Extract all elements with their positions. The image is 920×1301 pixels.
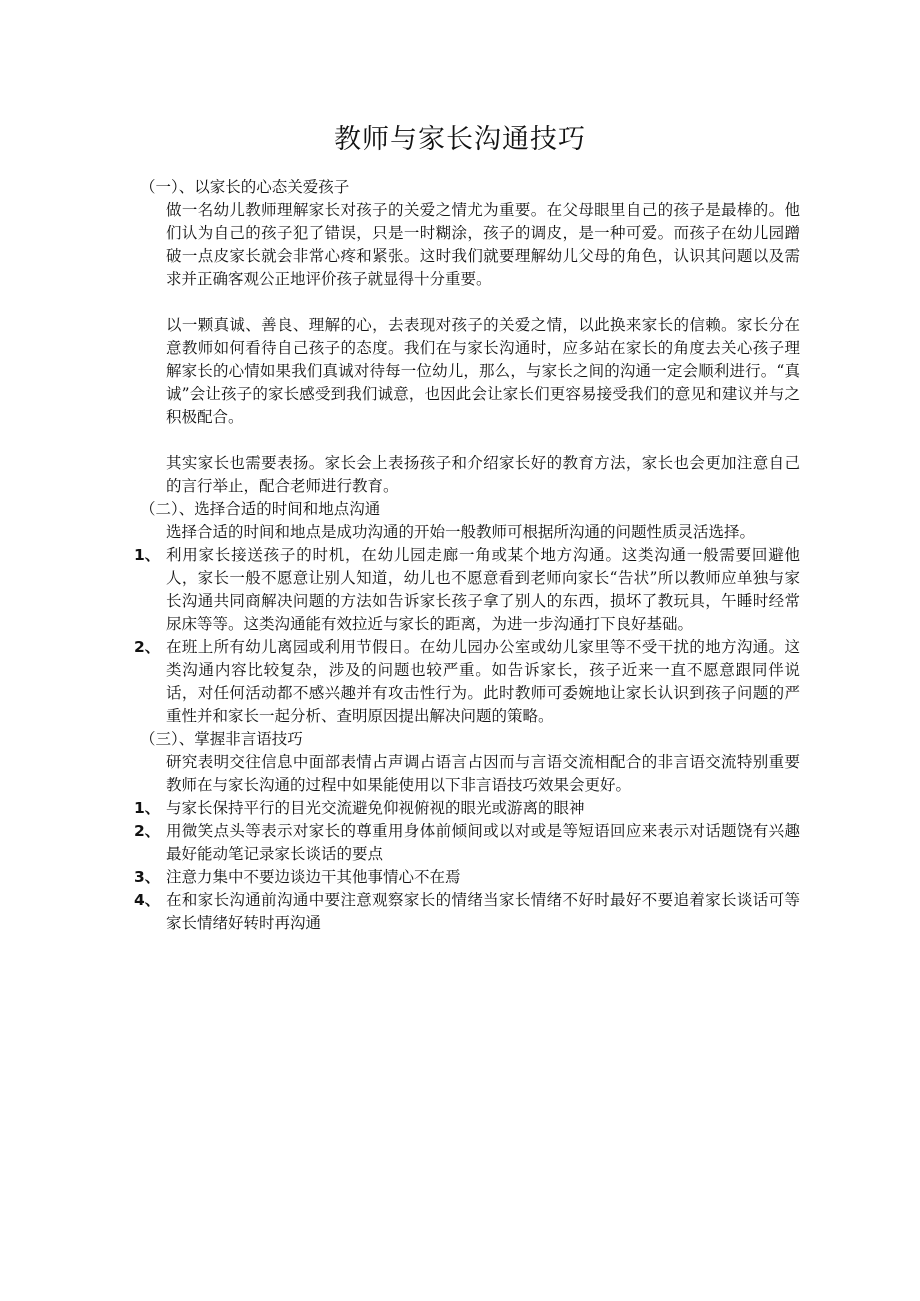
list-item-number: 2、 bbox=[134, 638, 161, 656]
list-item-text: 在班上所有幼儿离园或利用节假日。在幼儿园办公室或幼儿家里等不受干扰的地方沟通。这类沟通内容比较复杂，涉及的问题也较严重。如告诉家长，孩子近来一直不愿意跟同伴说话，对任何活动都不感兴趣并有攻击性行为。此时教师可委婉地让家长认识到孩子问题的严重性并和家长一起分析、查明原因提出解决问题的策略。 bbox=[166, 638, 800, 725]
paragraph-spacer bbox=[120, 291, 800, 314]
list-item-number: 4、 bbox=[134, 891, 161, 909]
paragraph-spacer bbox=[120, 429, 800, 452]
list-item-number: 2、 bbox=[134, 822, 161, 840]
list-item-number: 1、 bbox=[134, 546, 161, 564]
section-3-intro: 研究表明交往信息中面部表情占声调占语言占因而与言语交流相配合的非言语交流特别重要教师在与家长沟通的过程中如果能使用以下非言语技巧效果会更好。 bbox=[166, 753, 800, 794]
list-item-text: 利用家长接送孩子的时机，在幼儿园走廊一角或某个地方沟通。这类沟通一般需要回避他人，家长一般不愿意让别人知道，幼儿也不愿意看到老师向家长“告状”所以教师应单独与家长沟通共同商解决问题的方法如告诉家长孩子拿了别人的东西，损坏了教玩具，午睡时经常尿床等等。这类沟通能有效拉近与家长的距离，为进一步沟通打下良好基础。 bbox=[166, 546, 800, 633]
document-title: 教师与家长沟通技巧 bbox=[334, 124, 586, 155]
list-item bbox=[120, 797, 800, 820]
list-item-text: 与家长保持平行的目光交流避免仰视俯视的眼光或游离的眼神 bbox=[166, 799, 585, 817]
list-item-text: 在和家长沟通前沟通中要注意观察家长的情绪当家长情绪不好时最好不要追着家长谈话可等家长情绪好转时再沟通 bbox=[166, 891, 800, 932]
list-item-number: 3、 bbox=[134, 868, 161, 886]
list-item bbox=[120, 866, 800, 889]
list-item-text: 注意力集中不要边谈边干其他事情心不在焉 bbox=[166, 868, 461, 886]
list-item-number: 1、 bbox=[134, 799, 161, 817]
section-heading-1: （一）、以家长的心态关爱孩子 bbox=[140, 178, 350, 196]
section-2-intro: 选择合适的时间和地点是成功沟通的开始一般教师可根据所沟通的问题性质灵活选择。 bbox=[166, 523, 756, 541]
section-1-paragraph-3: 其实家长也需要表扬。家长会上表扬孩子和介绍家长好的教育方法，家长也会更加注意自己的言行举止，配合老师进行教育。 bbox=[166, 454, 800, 495]
list-item bbox=[120, 544, 800, 636]
list-item bbox=[120, 636, 800, 728]
section-heading-3: （三）、掌握非言语技巧 bbox=[140, 730, 303, 748]
list-item bbox=[120, 820, 800, 866]
list-item-text: 用微笑点头等表示对家长的尊重用身体前倾间或以对或是等短语回应来表示对话题饶有兴趣最好能动笔记录家长谈话的要点 bbox=[166, 822, 800, 863]
section-1-paragraph-1: 做一名幼儿教师理解家长对孩子的关爱之情尤为重要。在父母眼里自己的孩子是最棒的。他们认为自己的孩子犯了错误，只是一时糊涂，孩子的调皮，是一种可爱。而孩子在幼儿园蹭破一点皮家长就会非常心疼和紧张。这时我们就要理解幼儿父母的角色，认识其问题以及需求并正确客观公正地评价孩子就显得十分重要。 bbox=[166, 201, 800, 288]
document-body bbox=[120, 176, 800, 935]
section-1-paragraph-2: 以一颗真诚、善良、理解的心，去表现对孩子的关爱之情，以此换来家长的信赖。家长分在意教师如何看待自己孩子的态度。我们在与家长沟通时，应多站在家长的角度去关心孩子理解家长的心情如果我们真诚对待每一位幼儿，那么，与家长之间的沟通一定会顺利进行。“真诚”会让孩子的家长感受到我们诚意，也因此会让家长们更容易接受我们的意见和建议并与之积极配合。 bbox=[166, 316, 800, 426]
list-item bbox=[120, 889, 800, 935]
section-heading-2: （二）、选择合适的时间和地点沟通 bbox=[140, 500, 381, 518]
